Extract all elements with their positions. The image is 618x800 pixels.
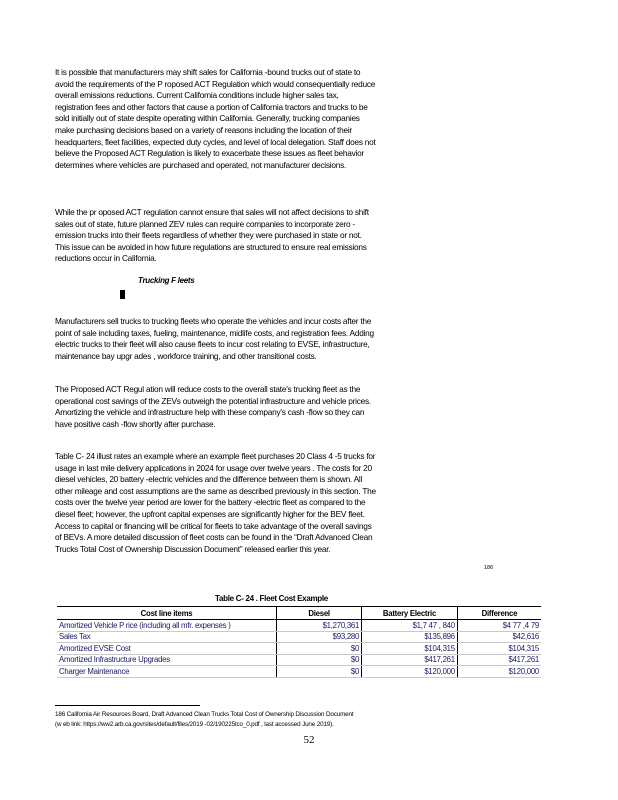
text-line: maintenance bay upgr ades , workforce training, and other transitional costs. [55, 350, 317, 361]
table-row [57, 631, 541, 643]
text-line: diesel vehicles, 20 battery -electric vehicles and the difference between them is shown. All [55, 474, 363, 485]
text-line: other mileage and cost assumptions are the same as described previously in this section. The [55, 485, 376, 496]
header-battery-electric: Battery Electric [362, 607, 458, 620]
text-line: While the pr oposed ACT regulation cannot ensure that sales will not affect decisions to shift [55, 207, 369, 217]
text-line: have positive cash -flow shortly after purchase. [55, 418, 216, 429]
footnote-line-2 [55, 720, 575, 730]
cell-difference: $120,000 [457, 666, 541, 678]
fleet-cost-table [57, 606, 541, 678]
text-line: costs over the twelve year period are lower for the battery -electric fleet as compared to the [55, 497, 366, 508]
cell-item: Amortized EVSE Cost [57, 643, 277, 655]
cell-diesel: $0 [277, 666, 362, 678]
header-cost-line-items: Cost line items [57, 607, 277, 620]
footnote-divider [55, 705, 200, 706]
text-line: point of sale including taxes, fueling, maintenance, midlife costs, and registration fees. Adding [55, 327, 374, 338]
text-line: Table C- 24 illust rates an example where an example fleet purchases 20 Class 4 -5 trucks for [55, 451, 376, 461]
text-line: electric trucks to their fleet will also cause fleets to incur cost relating to EVSE, infrastructure, [55, 339, 370, 350]
cell-item: Sales Tax [57, 631, 277, 643]
text-line: avoid the requirements of the P roposed ACT Regulation which would consequentially reduce [55, 78, 376, 89]
paragraph-manufacturer-sales [55, 67, 555, 171]
text-line: of BEVs. A more detailed discussion of fleet costs can be found in the “Draft Advanced Clean [55, 532, 373, 543]
cell-battery: $417,261 [362, 654, 458, 666]
footnote-line-1: 186 California Air Resources Board, Draft Advanced Clean Trucks Total Cost of Ownership Discussion Document [55, 711, 354, 718]
text-line: sold initially out of state despite operating within California. Generally, trucking companies [55, 113, 360, 124]
cell-diesel: $1,270,361 [277, 620, 362, 632]
cell-item: Amortized Infrastructure Upgrades [57, 654, 277, 666]
text-line: overall emissions reductions. Current California conditions include higher sales tax, [55, 90, 339, 101]
bookmark-marker [120, 290, 125, 299]
table-row [57, 620, 541, 632]
cell-diesel: $93,280 [277, 631, 362, 643]
text-line: emission trucks into their fleets regardless of whether they were purchased in state or not. [55, 230, 362, 241]
cell-battery: $120,000 [362, 666, 458, 678]
footnote [55, 710, 575, 729]
text-line: reductions occur in California. [55, 253, 157, 264]
cell-difference: $42,616 [457, 631, 541, 643]
table-caption: Table C- 24 . Fleet Cost Example [215, 594, 328, 603]
paragraph-cost-reduction [55, 384, 555, 430]
text-line: This issue can be avoided in how future regulations are structured to ensure real emissions [55, 241, 367, 252]
text-line: diesel fleet; however, the upfront capital expenses are significantly higher for the BEV fleet. [55, 508, 365, 519]
table-row [57, 666, 541, 678]
footnote-prefix: (w eb link: [55, 720, 84, 728]
paragraph-fleet-costs [55, 316, 555, 362]
section-heading-trucking-fleets: Trucking F leets [138, 276, 195, 285]
text-line: operational cost savings of the ZEVs outweigh the potential infrastructure and vehicle prices. [55, 395, 371, 406]
page-number: 52 [303, 734, 315, 746]
table-header-row [57, 607, 541, 620]
table-row [57, 643, 541, 655]
text-line: registration fees and other factors that cause a portion of California tractors and trucks to be [55, 101, 368, 112]
footnote-link[interactable]: https://ww2.arb.ca.gov/sites/default/files/2019 -02/190225tco_0.pdf [83, 720, 260, 728]
footnote-suffix: , last accessed June 2019). [259, 720, 334, 728]
text-line: sales out of state, future planned ZEV rules can require companies to incorporate zero - [55, 218, 355, 229]
text-line: The Proposed ACT Regul ation will reduce costs to the overall state's trucking fleet as the [55, 384, 361, 394]
cell-item: Amortized Vehicle P rice (including all mfr. expenses ) [57, 620, 277, 632]
cell-diesel: $0 [277, 654, 362, 666]
text-line: usage in last mile delivery applications in 2024 for usage over twelve years . The costs for 20 [55, 462, 372, 473]
cell-item: Charger Maintenance [57, 666, 277, 678]
table-row [57, 654, 541, 666]
text-line: Trucks Total Cost of Ownership Discussion Document” released earlier this year. [55, 543, 331, 554]
text-line: Amortizing the vehicle and infrastructure help with these company's cash -flow so they can [55, 407, 365, 418]
cell-difference: $4 77 ,4 79 [457, 620, 541, 632]
cell-difference: $104,315 [457, 643, 541, 655]
footnote-reference: 186 [484, 565, 494, 571]
text-line: headquarters, fleet facilities, expected duty cycles, and level of local delegation. Staff does not [55, 136, 376, 147]
text-line: determines where vehicles are purchased and operated, not manufacturer decisions. [55, 159, 347, 170]
text-line: believe the Proposed ACT Regulation is likely to exacerbate these issues as fleet behavior [55, 148, 364, 159]
text-line: Access to capital or financing will be critical for fleets to take advantage of the overall savings [55, 520, 372, 531]
header-diesel: Diesel [277, 607, 362, 620]
cell-battery: $135,896 [362, 631, 458, 643]
header-difference: Difference [457, 607, 541, 620]
cell-difference: $417,261 [457, 654, 541, 666]
text-line: make purchasing decisions based on a variety of reasons including the location of their [55, 124, 352, 135]
text-line: Manufacturers sell trucks to trucking fleets who operate the vehicles and incur costs after the [55, 316, 372, 326]
paragraph-zev-rules [55, 207, 555, 265]
text-line: It is possible that manufacturers may shift sales for California -bound trucks out of state to [55, 67, 361, 77]
cell-battery: $104,315 [362, 643, 458, 655]
cell-battery: $1,7 47 , 840 [362, 620, 458, 632]
cell-diesel: $0 [277, 643, 362, 655]
paragraph-table-description [55, 451, 555, 555]
